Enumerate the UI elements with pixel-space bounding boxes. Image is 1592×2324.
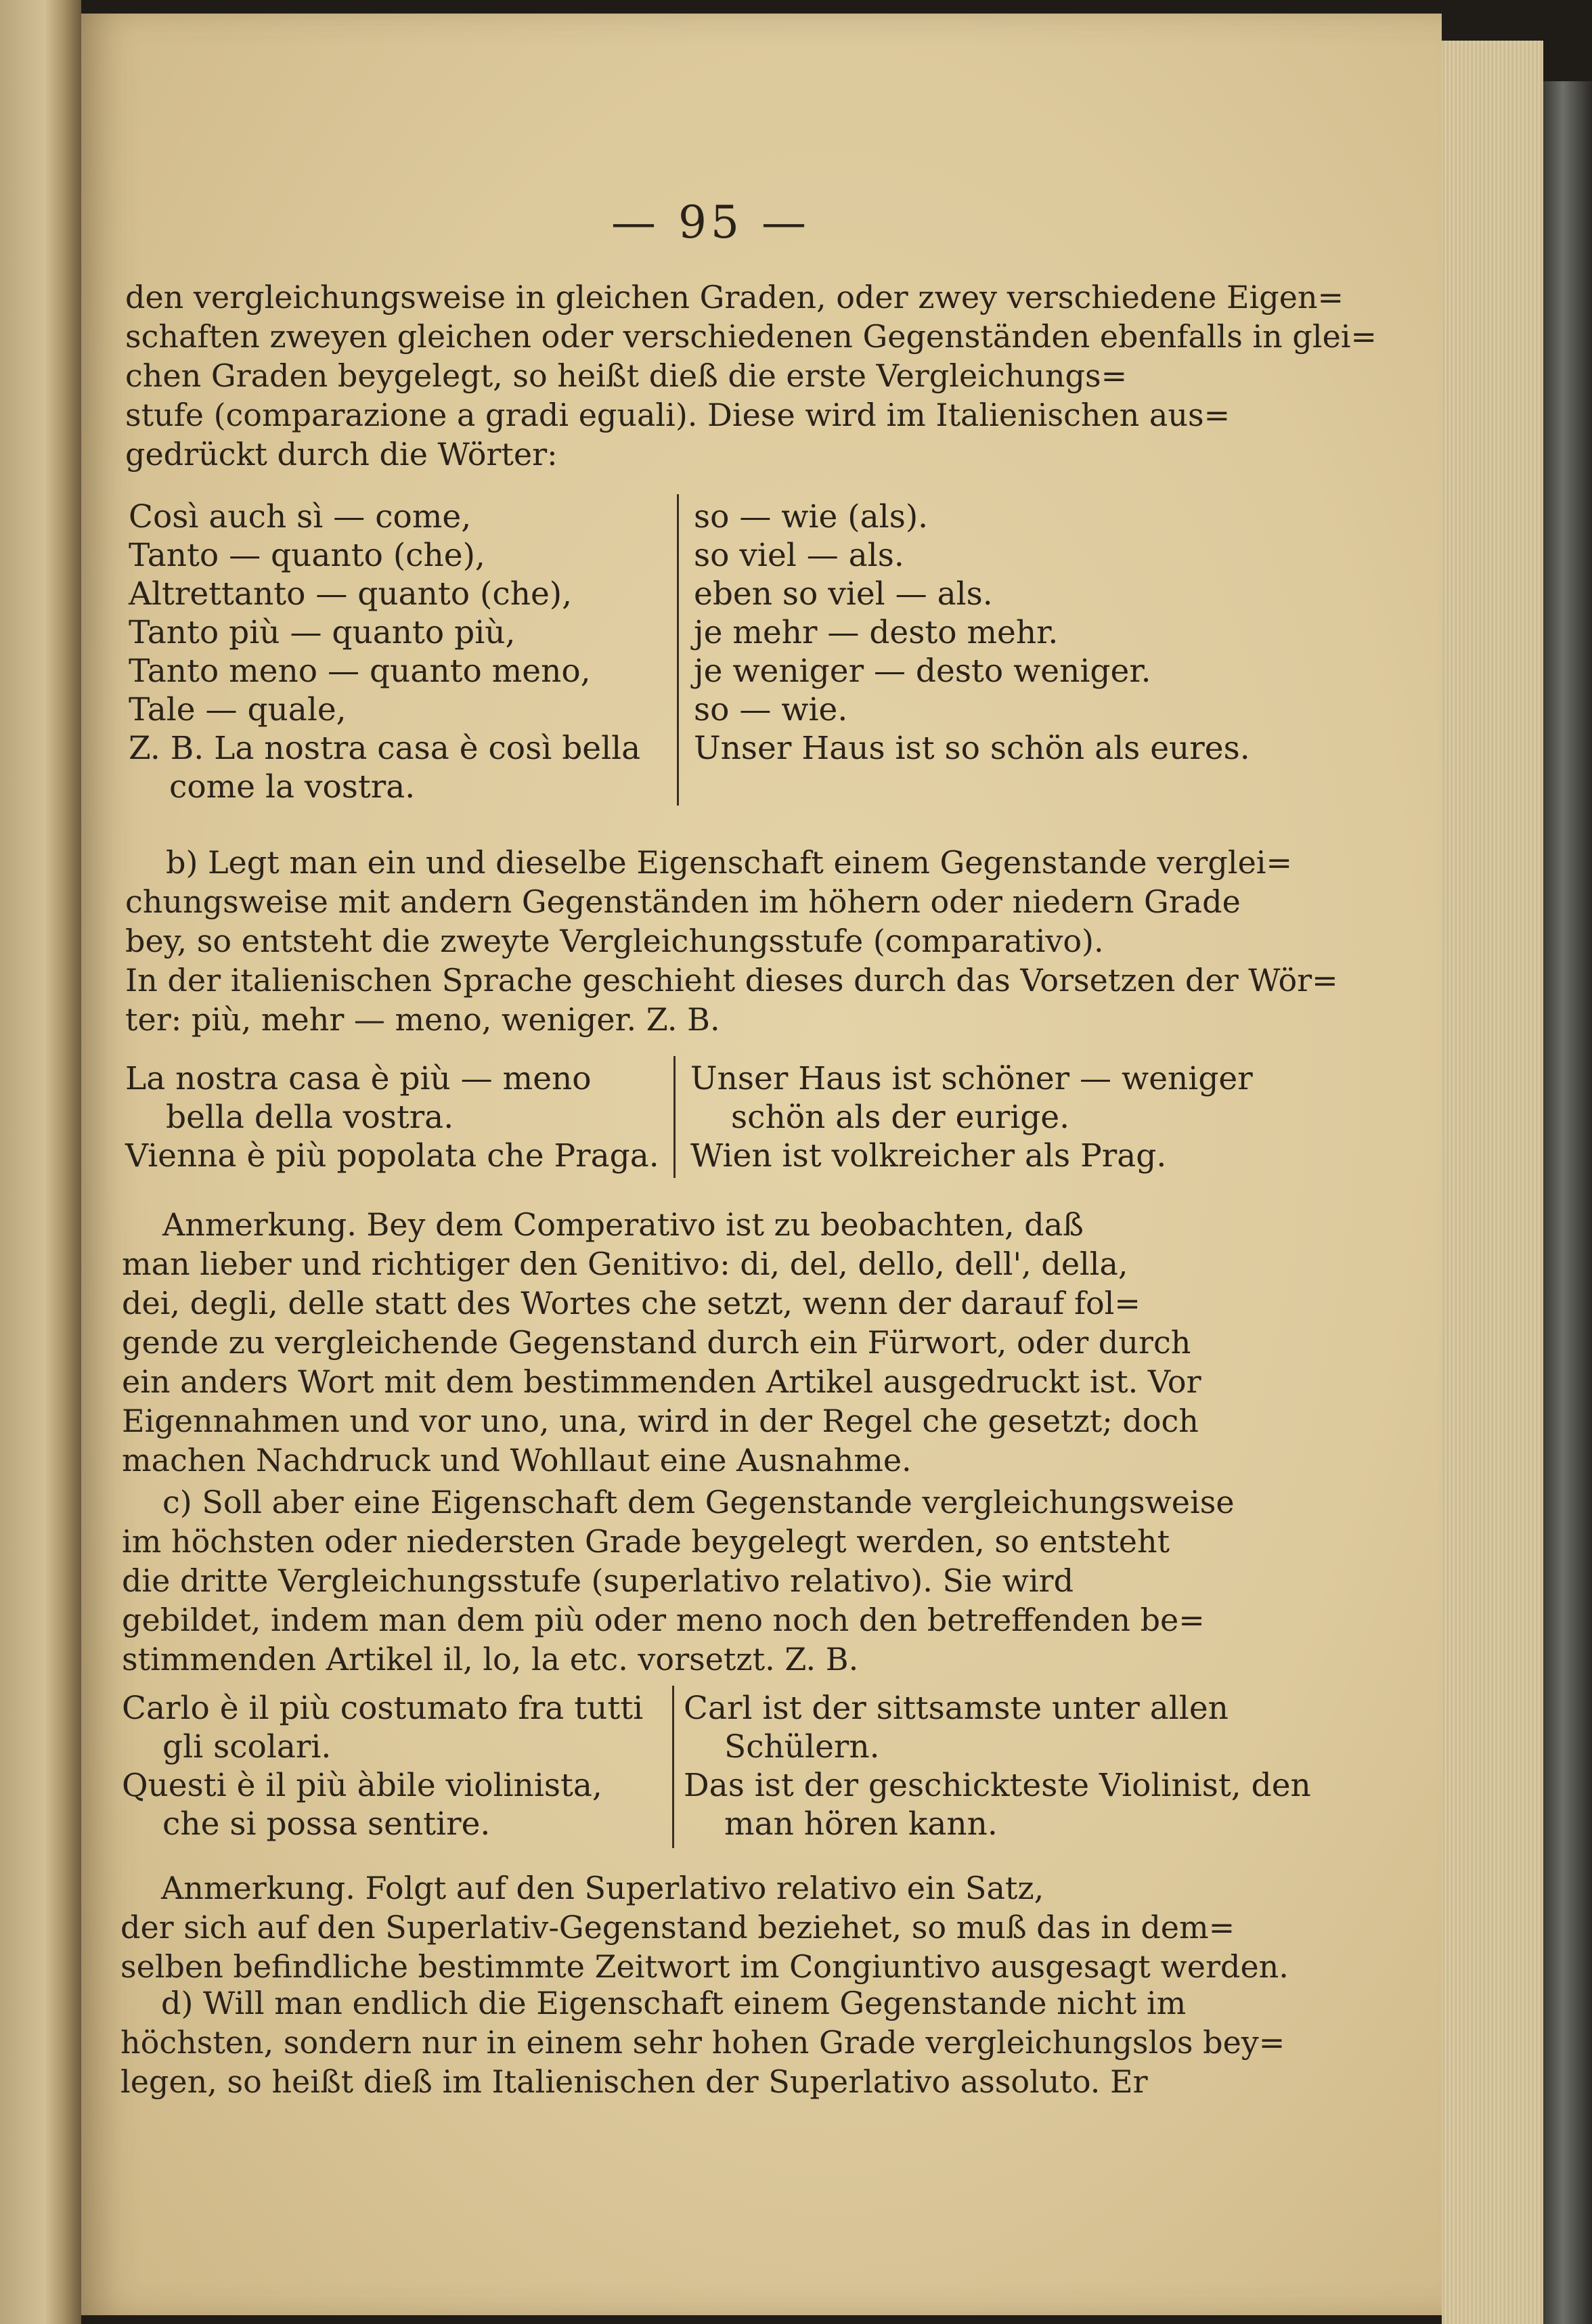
text-line: stufe (comparazione a gradi eguali). Diese wird im Italienischen aus= — [125, 397, 1231, 433]
text-line: höchsten, sondern nur in einem sehr hohen Grade vergleichungslos bey= — [120, 2024, 1285, 2061]
german-translation: eben so viel — als. — [694, 575, 993, 613]
italian-phrase: gli scolari. — [162, 1728, 332, 1766]
german-translation: Schülern. — [724, 1728, 880, 1766]
paragraph-c — [122, 1483, 1235, 1679]
text-line: bey, so entsteht die zweyte Vergleichungsstufe (comparativo). — [125, 923, 1104, 959]
annotation-2 — [120, 1868, 1289, 1986]
text-line: dei, degli, delle statt des Wortes che setzt, wenn der darauf fol= — [122, 1285, 1141, 1321]
table1-italian-column — [129, 498, 640, 806]
text-line: chungsweise mit andern Gegenständen im höhern oder niedern Grade — [125, 883, 1241, 920]
italian-phrase: Tanto più — quanto più, — [129, 614, 516, 651]
text-line: den vergleichungsweise in gleichen Graden, oder zwey verschiedene Eigen= — [125, 279, 1344, 315]
table1-german-column — [694, 498, 1250, 768]
text-line: im höchsten oder niedersten Grade beygelegt werden, so entsteht — [122, 1523, 1170, 1560]
german-translation: so — wie. — [694, 691, 848, 728]
italian-phrase: Z. B. La nostra casa è così bella — [129, 730, 641, 767]
text-line: der sich auf den Superlativ-Gegenstand beziehet, so muß das in dem= — [120, 1909, 1235, 1946]
left-page-edge — [0, 0, 81, 2324]
table3-german-column — [684, 1689, 1311, 1843]
text-line: schaften zweyen gleichen oder verschiedenen Gegenständen ebenfalls in glei= — [125, 318, 1377, 355]
table2-divider — [673, 1056, 676, 1178]
table3-divider — [672, 1686, 674, 1848]
italian-phrase: Tanto meno — quanto meno, — [129, 653, 591, 690]
italian-phrase: Così auch sì — come, — [129, 498, 472, 535]
german-translation: so viel — als. — [694, 537, 904, 574]
italian-phrase: Questi è il più àbile violinista, — [122, 1767, 602, 1804]
text-line: die dritte Vergleichungsstufe (superlativo relativo). Sie wird — [122, 1562, 1074, 1599]
text-line: Anmerkung. Folgt auf den Superlativo relativo ein Satz, — [161, 1870, 1044, 1906]
italian-phrase: Vienna è più popolata che Praga. — [125, 1137, 659, 1175]
german-translation: schön als der eurige. — [731, 1099, 1070, 1136]
table1-divider — [677, 494, 679, 806]
german-translation: je weniger — desto weniger. — [694, 653, 1151, 690]
german-translation: man hören kann. — [724, 1805, 998, 1843]
german-translation: Unser Haus ist schöner — weniger — [690, 1060, 1253, 1097]
text-line: Eigennahmen und vor uno, una, wird in der Regel che gesetzt; doch — [122, 1403, 1199, 1439]
paragraph-b — [125, 843, 1338, 1039]
italian-phrase: Tanto — quanto (che), — [129, 537, 485, 574]
table2-italian-column — [125, 1059, 659, 1175]
text-line: machen Nachdruck und Wohllaut eine Ausnahme. — [122, 1442, 912, 1478]
page-block-edge — [1442, 41, 1543, 2324]
german-translation: so — wie (als). — [694, 498, 929, 535]
german-translation: je mehr — desto mehr. — [694, 614, 1059, 651]
italian-phrase: come la vostra. — [169, 768, 416, 806]
table3-italian-column — [122, 1689, 643, 1843]
text-line: man lieber und richtiger den Genitivo: di, del, dello, dell', della, — [122, 1246, 1128, 1282]
german-translation: Das ist der geschickteste Violinist, den — [684, 1767, 1311, 1804]
italian-phrase: bella della vostra. — [166, 1099, 454, 1136]
german-translation: Wien ist volkreicher als Prag. — [690, 1137, 1167, 1175]
text-line: c) Soll aber eine Eigenschaft dem Gegenstande vergleichungsweise — [162, 1484, 1235, 1520]
annotation-1 — [122, 1205, 1201, 1480]
text-line: chen Graden beygelegt, so heißt dieß die erste Vergleichungs= — [125, 357, 1128, 394]
text-line: gedrückt durch die Wörter: — [125, 436, 558, 473]
text-line: legen, so heißt dieß im Italienischen der Superlativo assoluto. Er — [120, 2063, 1148, 2100]
book-cover-edge — [1543, 81, 1592, 2324]
text-line: stimmenden Artikel il, lo, la etc. vorsetzt. Z. B. — [122, 1641, 859, 1678]
paragraph-d — [120, 1983, 1285, 2101]
italian-phrase: Tale — quale, — [129, 691, 347, 728]
text-line: In der italienischen Sprache geschieht dieses durch das Vorsetzen der Wör= — [125, 962, 1338, 999]
text-line: Anmerkung. Bey dem Comperativo ist zu beobachten, daß — [162, 1206, 1084, 1243]
german-translation: Unser Haus ist so schön als eures. — [694, 730, 1250, 767]
italian-phrase: Carlo è il più costumato fra tutti — [122, 1690, 644, 1727]
text-line: ter: più, mehr — meno, weniger. Z. B. — [125, 1001, 720, 1038]
page-number: — 95 — — [611, 196, 810, 248]
text-line: b) Legt man ein und dieselbe Eigenschaft einem Gegenstande verglei= — [166, 844, 1293, 881]
text-line: selben befindliche bestimmte Zeitwort im Congiuntivo ausgesagt werden. — [120, 1948, 1289, 1985]
text-line: gende zu vergleichende Gegenstand durch ein Fürwort, oder durch — [122, 1324, 1191, 1361]
intro-paragraph — [125, 278, 1377, 474]
german-translation: Carl ist der sittsamste unter allen — [684, 1690, 1229, 1727]
italian-phrase: che si possa sentire. — [162, 1805, 491, 1843]
italian-phrase: La nostra casa è più — meno — [125, 1060, 592, 1097]
table2-german-column — [690, 1059, 1253, 1175]
text-line: gebildet, indem man dem più oder meno noch den betreffenden be= — [122, 1602, 1205, 1638]
text-line: ein anders Wort mit dem bestimmenden Artikel ausgedruckt ist. Vor — [122, 1363, 1201, 1400]
text-line: d) Will man endlich die Eigenschaft einem Gegenstande nicht im — [161, 1985, 1187, 2021]
italian-phrase: Altrettanto — quanto (che), — [129, 575, 573, 613]
